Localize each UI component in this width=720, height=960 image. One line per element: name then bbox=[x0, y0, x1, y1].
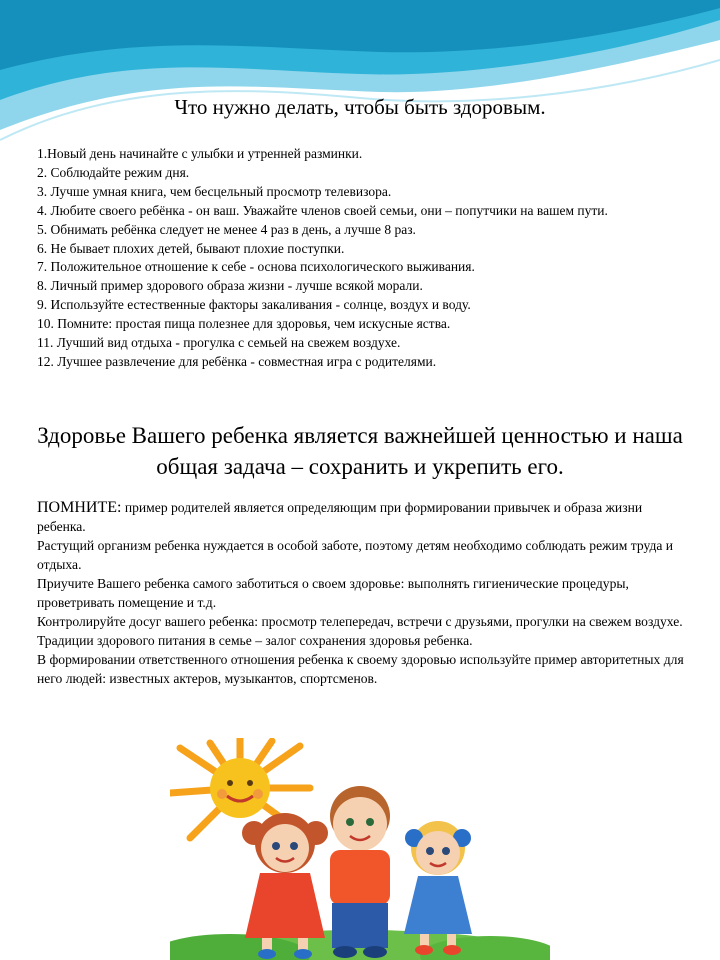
header-wave-decoration bbox=[0, 0, 720, 160]
list-item: 3. Лучше умная книга, чем бесцельный просмотр телевизора. bbox=[37, 183, 392, 199]
list-item: 5. Обнимать ребёнка следует не менее 4 раз в день, а лучше 8 раз. bbox=[37, 221, 416, 237]
girl-left-figure bbox=[242, 813, 328, 959]
list-item: 1.Новый день начинайте с улыбки и утренней разминки. bbox=[37, 146, 363, 161]
boy-middle-figure bbox=[330, 786, 390, 958]
paragraph: Контролируйте досуг вашего ребенка: просмотр телепередач, встречи с друзьями, прогулки на свежем воздухе. bbox=[37, 614, 683, 629]
paragraph: Растущий организм ребенка нуждается в особой заботе, поэтому детям необходимо соблюдать режим труда и отдыха. bbox=[37, 538, 674, 572]
list-item: 12. Лучшее развлечение для ребёнка - совместная игра с родителями. bbox=[37, 353, 437, 369]
paragraph: В формировании ответственного отношения ребенка к своему здоровью используйте пример авторитетных для него людей: известных актеров, музыкантов, спортсменов. bbox=[37, 652, 684, 686]
section-heading: Здоровье Вашего ребенка является важнейшей ценностью и наша общая задача – сохранить и укрепить его. bbox=[37, 423, 683, 479]
remember-section bbox=[37, 498, 687, 688]
tips-list bbox=[37, 145, 677, 372]
page-title: Что нужно делать, чтобы быть здоровым. bbox=[174, 95, 546, 119]
list-item: 2. Соблюдайте режим дня. bbox=[37, 164, 190, 180]
list-item: 11. Лучший вид отдыха - прогулка с семьей на свежем воздухе. bbox=[37, 335, 401, 351]
list-item: 6. Не бывает плохих детей, бывают плохие поступки. bbox=[37, 240, 345, 256]
remember-lead: ПОМНИТЕ: bbox=[37, 499, 122, 516]
paragraph: Приучите Вашего ребенка самого заботиться о своем здоровье: выполнять гигиенические процедуры, проветривать помещение и т.д. bbox=[37, 576, 629, 610]
list-item: 9. Используйте естественные факторы закаливания - солнце, воздух и воду. bbox=[37, 297, 471, 313]
paragraph: Традиции здорового питания в семье – залог сохранения здоровья ребенка. bbox=[37, 633, 473, 648]
list-item: 7. Положительное отношение к себе - основа психологического выживания. bbox=[37, 259, 475, 275]
list-item: 4. Любите своего ребёнка - он ваш. Уважайте членов своей семьи, они – попутчики на вашем пути. bbox=[37, 202, 608, 218]
remember-first-paragraph bbox=[37, 498, 687, 536]
remember-first-text: пример родителей является определяющим при формировании привычек и образа жизни ребенка. bbox=[37, 500, 643, 534]
list-item: 10. Помните: простая пища полезнее для здоровья, чем искусные яства. bbox=[37, 316, 451, 332]
children-with-sun-illustration bbox=[170, 738, 550, 960]
list-item: 8. Личный пример здорового образа жизни - лучше всякой морали. bbox=[37, 278, 423, 294]
